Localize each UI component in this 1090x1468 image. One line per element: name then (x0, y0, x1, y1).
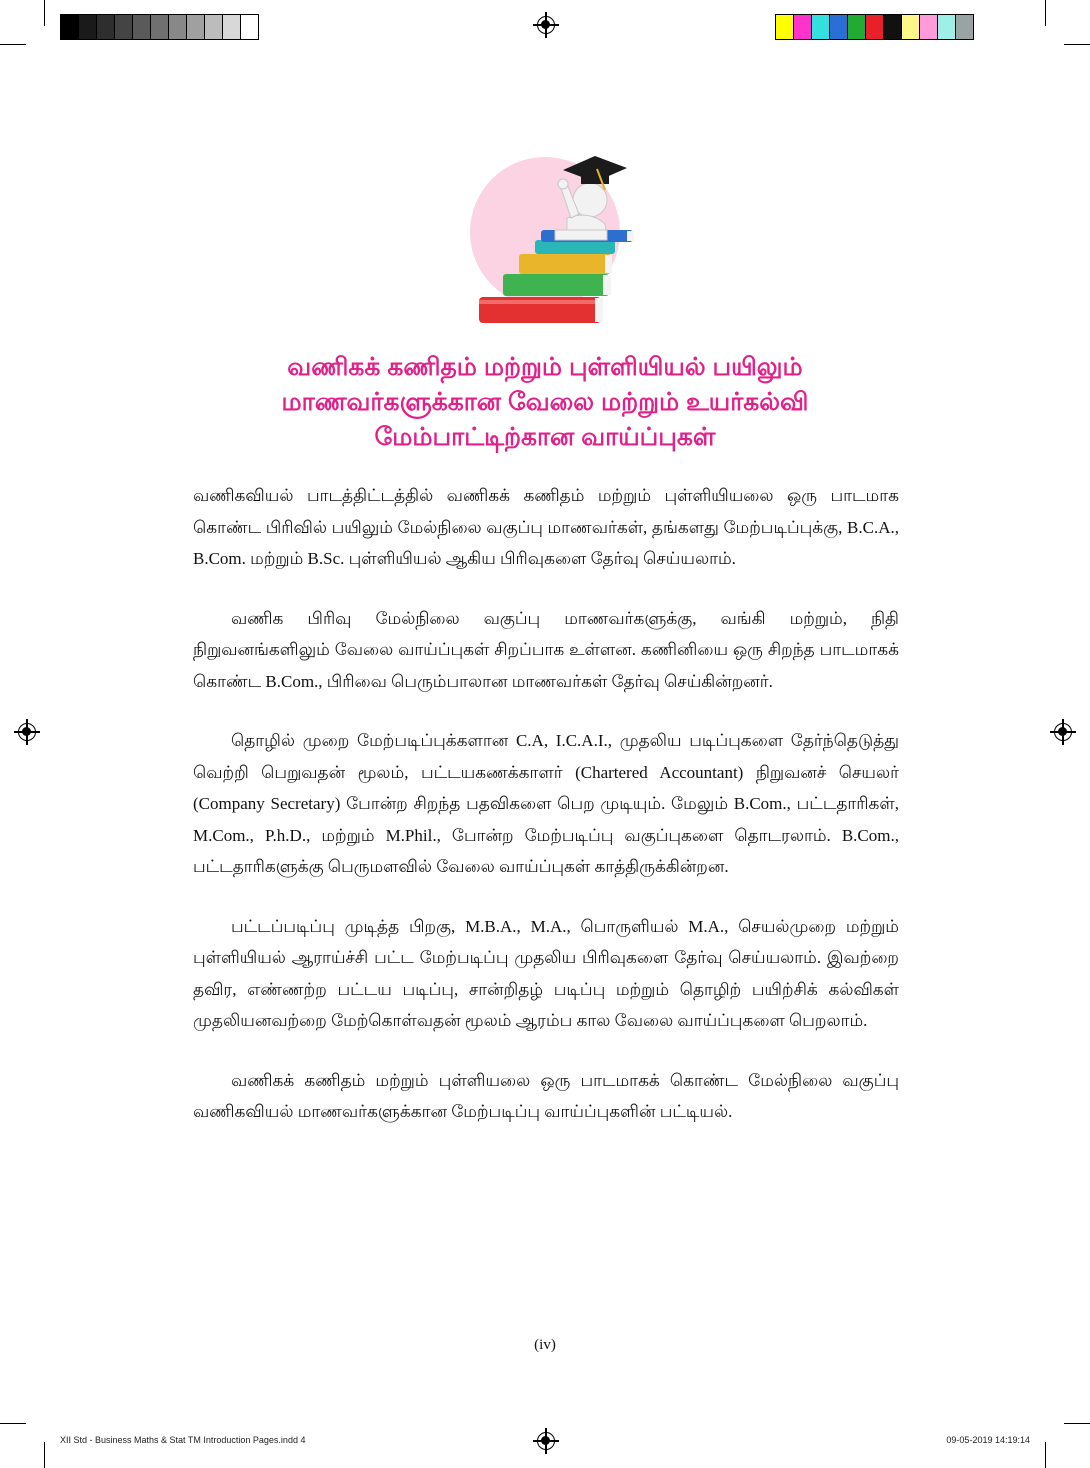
color-swatch (956, 15, 973, 39)
color-swatch (151, 15, 169, 39)
crop-mark (0, 1423, 26, 1424)
page-heading (140, 350, 950, 455)
crop-mark (1064, 1423, 1090, 1424)
color-swatch (776, 15, 794, 39)
paragraph-2: வணிக பிரிவு மேல்நிலை வகுப்பு மாணவர்களுக்கு, வங்கி மற்றும், நிதி நிறுவனங்களிலும் வேலை வாய்ப்புகள் சிறப்பாக உள்ளன. கணினியை ஒரு சிறந்த பாடமாகக் கொண்ட B.Com., பிரிவை பெரும்பாலான மாணவர்கள் தேர்வு செய்கின்றனர். (193, 608, 899, 691)
color-swatch (223, 15, 241, 39)
color-swatch (187, 15, 205, 39)
paragraph-1: வணிகவியல் பாடத்திட்டத்தில் வணிகக் கணிதம் மற்றும் புள்ளியியலை ஒரு பாடமாக கொண்ட பிரிவில் பயிலும் மேல்நிலை வகுப்பு மாணவர்கள், தங்களது மேற்படிப்புக்கு, B.C.A., B.Com. மற்றும் B.Sc. புள்ளியியல் ஆகிய பிரிவுகளை தேர்வு செய்யலாம். (193, 486, 899, 568)
color-swatch (79, 15, 97, 39)
heading-line-3: மேம்பாட்டிற்கான வாய்ப்புகள் (374, 423, 716, 451)
color-swatch (241, 15, 258, 39)
paragraph-4: பட்டப்படிப்பு முடித்த பிறகு, M.B.A., M.A., பொருளியல் M.A., செயல்முறை மற்றும் புள்ளியியல் ஆராய்ச்சி பட்ட மேற்படிப்பு முதலிய பிரிவுகளை தேர்வு செய்யலாம். இவற்றை தவிர, எண்ணற்ற பட்டய படிப்பு, சான்றிதழ் படிப்பு மற்றும் தொழிற் பயிற்சிக் கல்விகள் முதலியனவற்றை மேற்கொள்வதன் மூலம் ஆரம்ப கால வேலை வாய்ப்புகளை பெறலாம். (193, 916, 899, 1030)
color-swatch (97, 15, 115, 39)
crop-mark (1045, 1442, 1046, 1468)
registration-mark-top (537, 16, 555, 34)
heading-line-1: வணிகக் கணிதம் மற்றும் புள்ளியியல் பயிலும் (287, 353, 803, 381)
graduate-on-books-illustration (455, 140, 640, 330)
paragraph-5: வணிகக் கணிதம் மற்றும் புள்ளியலை ஒரு பாடமாகக் கொண்ட மேல்நிலை வகுப்பு வணிகவியல் மாணவர்களுக்கான மேற்படிப்பு வாய்ப்புகளின் பட்டியல். (193, 1070, 899, 1121)
crop-mark (44, 0, 45, 26)
color-swatch (866, 15, 884, 39)
color-swatch (169, 15, 187, 39)
footer-file-name: XII Std - Business Maths & Stat TM Introduction Pages.indd 4 (60, 1435, 306, 1445)
crop-mark (1064, 44, 1090, 45)
process-color-bar (775, 14, 974, 40)
crop-mark (0, 44, 26, 45)
color-swatch (902, 15, 920, 39)
color-swatch (938, 15, 956, 39)
color-swatch (812, 15, 830, 39)
footer-timestamp: 09-05-2019 14:19:14 (946, 1435, 1030, 1445)
color-swatch (794, 15, 812, 39)
color-swatch (830, 15, 848, 39)
heading-line-2: மாணவர்களுக்கான வேலை மற்றும் உயர்கல்வி (281, 388, 809, 416)
registration-mark-right (1054, 723, 1072, 741)
color-swatch (61, 15, 79, 39)
color-swatch (205, 15, 223, 39)
crop-mark (44, 1442, 45, 1468)
color-swatch (133, 15, 151, 39)
registration-mark-bottom (537, 1432, 555, 1450)
color-swatch (884, 15, 902, 39)
color-swatch (848, 15, 866, 39)
color-swatch (920, 15, 938, 39)
registration-mark-left (18, 723, 36, 741)
color-swatch (115, 15, 133, 39)
page-number: (iv) (534, 1337, 556, 1353)
grayscale-color-bar (60, 14, 259, 40)
body-text (193, 480, 899, 1156)
paragraph-3: தொழில் முறை மேற்படிப்புக்களான C.A, I.C.A.I., முதலிய படிப்புகளை தேர்ந்தெடுத்து வெற்றி பெறுவதன் மூலம், பட்டயகணக்காளர் (Chartered Accountant) நிறுவனச் செயலர் (Company Secretary) போன்ற சிறந்த பதவிகளை பெற முடியும். மேலும் B.Com., பட்டதாரிகள், M.Com., P.h.D., மற்றும் M.Phil., போன்ற மேற்படிப்பு வகுப்புகளை தொடரலாம். B.Com., பட்டதாரிகளுக்கு பெருமளவில் வேலை வாய்ப்புகள் காத்திருக்கின்றன. (193, 731, 899, 876)
crop-mark (1045, 0, 1046, 26)
